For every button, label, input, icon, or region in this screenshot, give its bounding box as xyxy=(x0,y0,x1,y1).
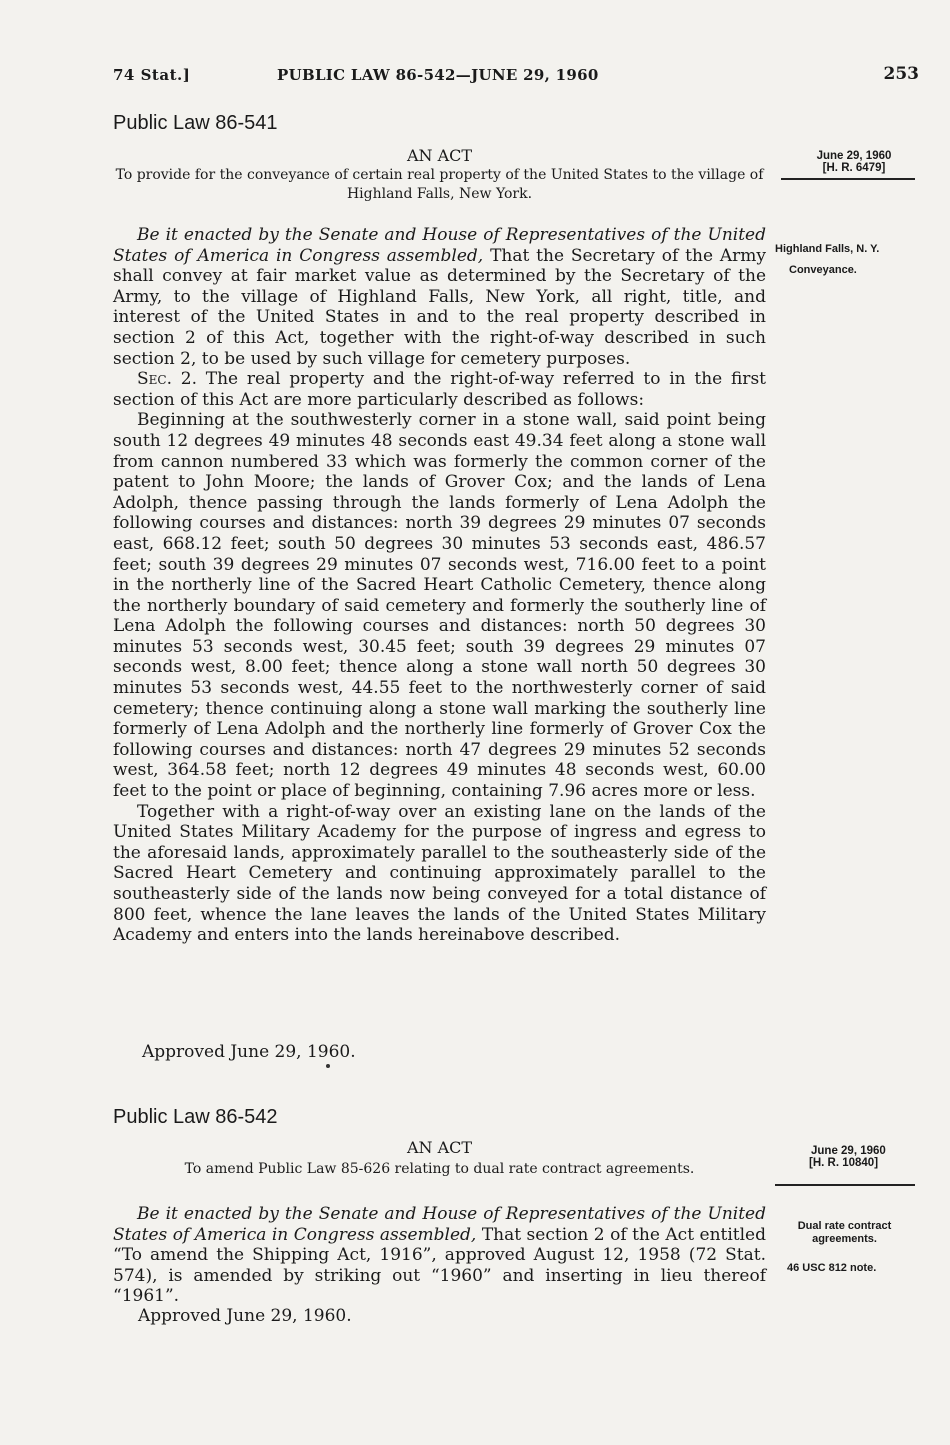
law2-title: Public Law 86-542 xyxy=(113,1106,278,1128)
law2-margin-cite: 46 USC 812 note. xyxy=(787,1262,877,1274)
law1-sec2-text: The real property and the right-of-way referred to in the first section of this Act are more particularly described as follows: xyxy=(113,369,766,410)
law2-body xyxy=(113,1204,766,1307)
separator-dot xyxy=(326,1064,330,1068)
law1-together-paragraph: Together with a right-of-way over an existing lane on the lands of the United States Military Academy for the purpose of ingress and egress to the aforesaid lands, approximately parallel to the southeasterly side of the Sacred Heart Cemetery and continuing approximately parallel to the southeasterly side of the lands now being conveyed for a total distance of 800 feet, whence the lane leaves the lands of the United States Military Academy and enters into the lands hereinabove described. xyxy=(113,801,766,946)
law1-heading: AN ACT xyxy=(406,146,473,165)
law2-enacting-paragraph xyxy=(113,1204,766,1307)
law1-sec2-label: Sec. 2. xyxy=(137,369,197,390)
law1-margin-topic: Conveyance. xyxy=(789,264,857,276)
law1-approved: Approved June 29, 1960. xyxy=(142,1042,356,1062)
law2-margin-bill: [H. R. 10840] xyxy=(809,1157,879,1169)
law1-margin-bill: [H. R. 6479] xyxy=(822,162,886,174)
law2-margin-date: June 29, 1960 xyxy=(811,1145,886,1157)
law1-margin-date: June 29, 1960 xyxy=(816,150,892,162)
law1-para1-text: That the Secretary of the Army shall convey at fair market value as determined by the Secretary of the Army, to the village of Highland Falls, New York, all right, title, and interest of the United States in and to the real property described in section 2 of this Act, together with the right-of-way described in such section 2, to be used by such village for cemetery purposes. xyxy=(113,245,766,369)
law1-sec2-paragraph xyxy=(113,369,766,410)
law2-enacting-clause: Be it enacted by the Senate and House of Representatives of the United States of America in Congress assembled, xyxy=(113,1204,766,1245)
law1-beginning-paragraph: Beginning at the southwesterly corner in a stone wall, said point being south 12 degrees 49 minutes 48 seconds east 49.34 feet along a stone wall from cannon numbered 33 which was formerly the common corner of the patent to John Moore; the lands of Grover Cox; and the lands of Lena Adolph, thence passing through the lands formerly of Lena Adolph the following courses and distances: north 39 degrees 29 minutes 07 seconds east, 668.12 feet; south 50 degrees 30 minutes 53 seconds east, 486.57 feet; south 39 degrees 29 minutes 07 seconds west, 716.00 feet to a point in the northerly line of the Sacred Heart Catholic Cemetery, thence along the northerly boundary of said cemetery and formerly the southerly line of Lena Adolph the following courses and distances: north 50 degrees 30 minutes 53 seconds west, 30.45 feet; south 39 degrees 29 minutes 07 seconds west, 8.00 feet; thence along a stone wall north 50 degrees 30 minutes 53 seconds west, 44.55 feet to the northwesterly corner of said cemetery; thence continuing along a stone wall marking the southerly line formerly of Lena Adolph and the northerly line formerly of Grover Cox the following courses and distances: north 47 degrees 29 minutes 52 seconds west, 364.58 feet; north 12 degrees 49 minutes 48 seconds west, 60.00 feet to the point or place of beginning, containing 7.96 acres more or less. xyxy=(113,410,766,802)
law2-purpose: To amend Public Law 85-626 relating to dual rate contract agreements. xyxy=(184,1161,695,1177)
law1-body xyxy=(113,225,766,946)
page-number: 253 xyxy=(883,64,919,84)
law2-approved: Approved June 29, 1960. xyxy=(138,1306,352,1326)
law2-margin-rule xyxy=(775,1184,915,1186)
law1-margin-rule xyxy=(781,178,915,180)
law1-purpose: To provide for the conveyance of certain real property of the United States to the village of Highland Falls, New York. xyxy=(115,167,764,202)
running-title: PUBLIC LAW 86-542—JUNE 29, 1960 xyxy=(277,66,599,84)
law1-title: Public Law 86-541 xyxy=(113,112,278,134)
law2-margin-topic: Dual rate contract agreements. xyxy=(797,1220,892,1245)
law1-enacting-clause: Be it enacted by the Senate and House of Representatives of the United States of America in Congress assembled, xyxy=(113,225,766,266)
volume-citation: 74 Stat.] xyxy=(113,66,191,84)
law2-heading: AN ACT xyxy=(406,1138,473,1157)
law1-enacting-paragraph xyxy=(113,225,766,369)
law2-para1-text: That section 2 of the Act entitled “To amend the Shipping Act, 1916”, approved August 12, 1958 (72 Stat. 574), is amended by striking out “1960” and inserting in lieu thereof “1961”. xyxy=(113,1224,766,1307)
law1-margin-place: Highland Falls, N. Y. xyxy=(775,243,880,255)
